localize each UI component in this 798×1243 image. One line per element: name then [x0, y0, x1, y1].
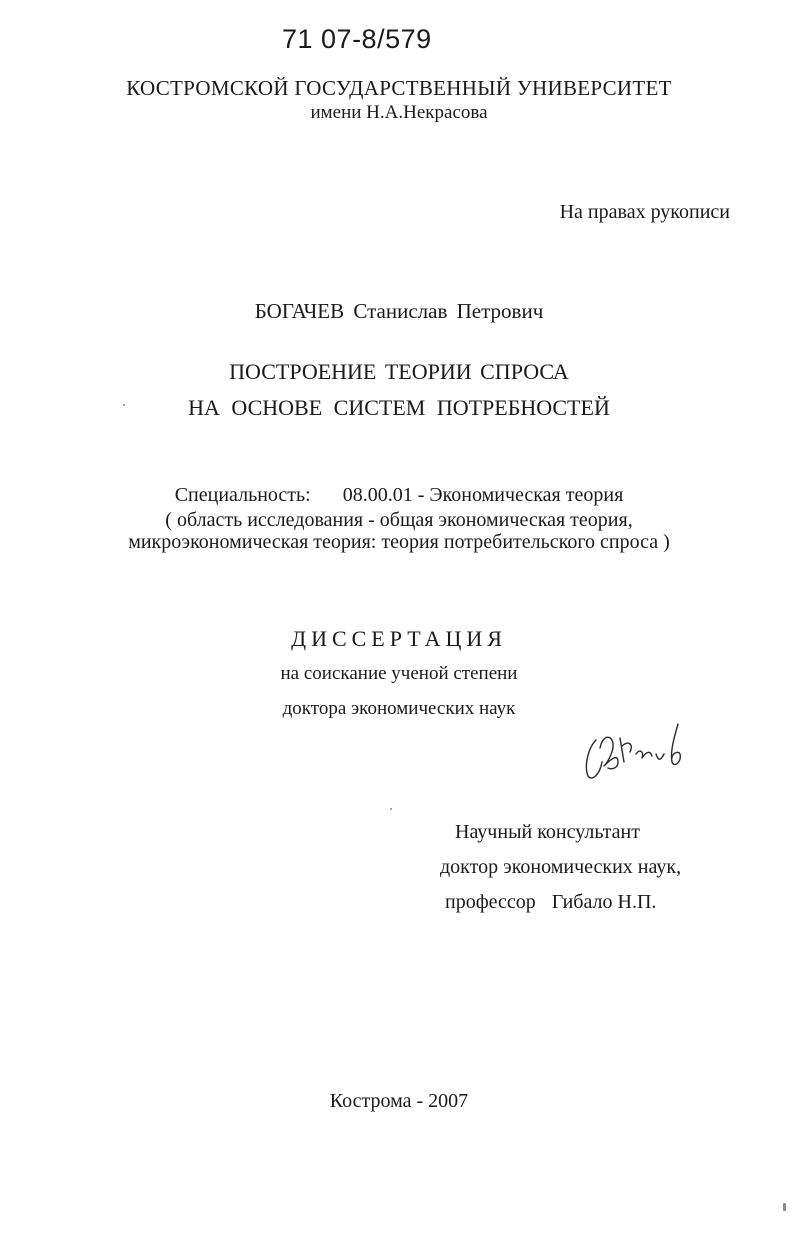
scan-speck: [123, 404, 125, 406]
specialty-research-area: ( область исследования - общая экономическая теория,: [165, 509, 633, 531]
city-year: Кострома - 2007: [329, 1090, 469, 1112]
catalog-number: 71 07-8/579: [282, 24, 432, 54]
consultant-name: Гибало Н.П.: [551, 891, 657, 913]
specialty-value: 08.00.01 - Экономическая теория: [342, 484, 624, 506]
university-named-after: имени Н.А.Некрасова: [310, 102, 488, 123]
university-name: КОСТРОМСКОЙ ГОСУДАРСТВЕННЫЙ УНИВЕРСИТЕТ: [126, 76, 672, 100]
dissertation-title-line-1: ПОСТРОЕНИЕ ТЕОРИИ СПРОСА: [229, 359, 569, 384]
dissertation-title-line-2: НА ОСНОВЕ СИСТЕМ ПОТРЕБНОСТЕЙ: [188, 395, 610, 420]
consultant-rank-name: [445, 891, 656, 914]
scan-speck: [390, 808, 392, 810]
specialty-research-area-cont: микроэкономическая теория: теория потребительского спроса ): [128, 531, 670, 553]
consultant-rank: профессор: [445, 891, 536, 913]
dissertation-heading: ДИССЕРТАЦИЯ: [291, 626, 507, 651]
specialty-line: [0, 484, 798, 507]
degree-line-2: доктора экономических наук: [282, 698, 516, 719]
rights-note: На правах рукописи: [559, 201, 730, 223]
consultant-label: Научный консультант: [455, 821, 640, 843]
consultant-degree: доктор экономических наук,: [440, 856, 682, 878]
author-name: БОГАЧЕВ Станислав Петрович: [254, 299, 544, 323]
handwritten-signature: [578, 718, 698, 788]
specialty-label: Специальность:: [174, 484, 311, 506]
degree-line-1: на соискание ученой степени: [280, 663, 518, 684]
scan-speck: [783, 1203, 786, 1211]
